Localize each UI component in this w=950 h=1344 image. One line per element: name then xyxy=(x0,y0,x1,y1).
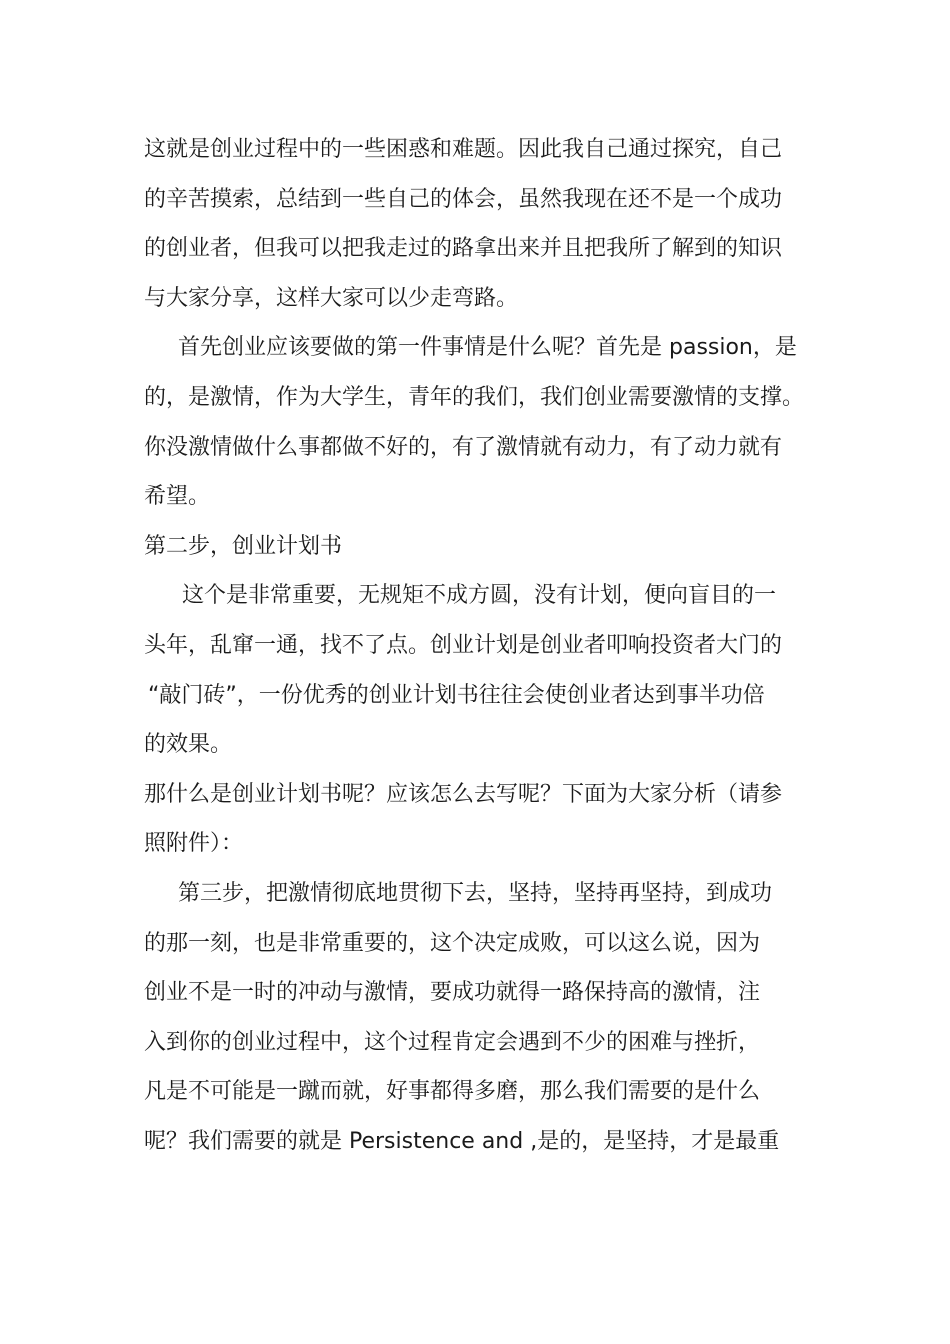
paragraph-4-line-1: 这个是非常重要，无规矩不成方圆，没有计划，便向盲目的一 xyxy=(182,583,777,609)
paragraph-4-line-3: “敲门砖”，一份优秀的创业计划书往往会使创业者达到事半功倍 xyxy=(148,682,765,708)
paragraph-2-line-1: 首先创业应该要做的第一件事情是什么呢？首先是 passion，是 xyxy=(178,335,797,361)
paragraph-2-line-3: 你没激情做什么事都做不好的，有了激情就有动力，有了动力就有 xyxy=(144,434,783,460)
paragraph-1-line-3: 的创业者，但我可以把我走过的路拿出来并且把我所了解到的知识 xyxy=(144,236,783,262)
paragraph-6-line-6: 呢？我们需要的就是 Persistence and ,是的，是坚持，才是最重 xyxy=(144,1128,780,1154)
section-heading-step-two: 第二步，创业计划书 xyxy=(144,533,343,559)
paragraph-5-line-2: 照附件）： xyxy=(144,831,244,857)
document-body xyxy=(144,125,814,1166)
paragraph-2-line-2: 的，是激情，作为大学生，青年的我们，我们创业需要激情的支撑。 xyxy=(144,384,805,410)
paragraph-6-line-5: 凡是不可能是一蹴而就，好事都得多磨，那么我们需要的是什么 xyxy=(144,1079,761,1105)
paragraph-1-line-1: 这就是创业过程中的一些困惑和难题。因此我自己通过探究，自己 xyxy=(144,137,783,162)
paragraph-4-line-2: 头年，乱窜一通，找不了点。创业计划是创业者叩响投资者大门的 xyxy=(144,632,783,658)
paragraph-6-line-1: 第三步，把激情彻底地贯彻下去，坚持，坚持再坚持，到成功 xyxy=(178,880,773,906)
paragraph-1-line-4: 与大家分享，这样大家可以少走弯路。 xyxy=(144,285,519,311)
paragraph-2-line-4: 希望。 xyxy=(144,484,211,510)
paragraph-5-line-1: 那什么是创业计划书呢？应该怎么去写呢？下面为大家分析（请参 xyxy=(144,781,783,807)
paragraph-6-line-3: 创业不是一时的冲动与激情，要成功就得一路保持高的激情，注 xyxy=(144,980,761,1006)
paragraph-6-line-2: 的那一刻，也是非常重要的，这个决定成败，可以这么说，因为 xyxy=(144,930,761,956)
paragraph-1-line-2: 的辛苦摸索，总结到一些自己的体会，虽然我现在还不是一个成功 xyxy=(144,186,783,212)
paragraph-6-line-4: 入到你的创业过程中，这个过程肯定会遇到不少的困难与挫折， xyxy=(144,1029,761,1055)
paragraph-4-line-4: 的效果。 xyxy=(144,732,233,758)
